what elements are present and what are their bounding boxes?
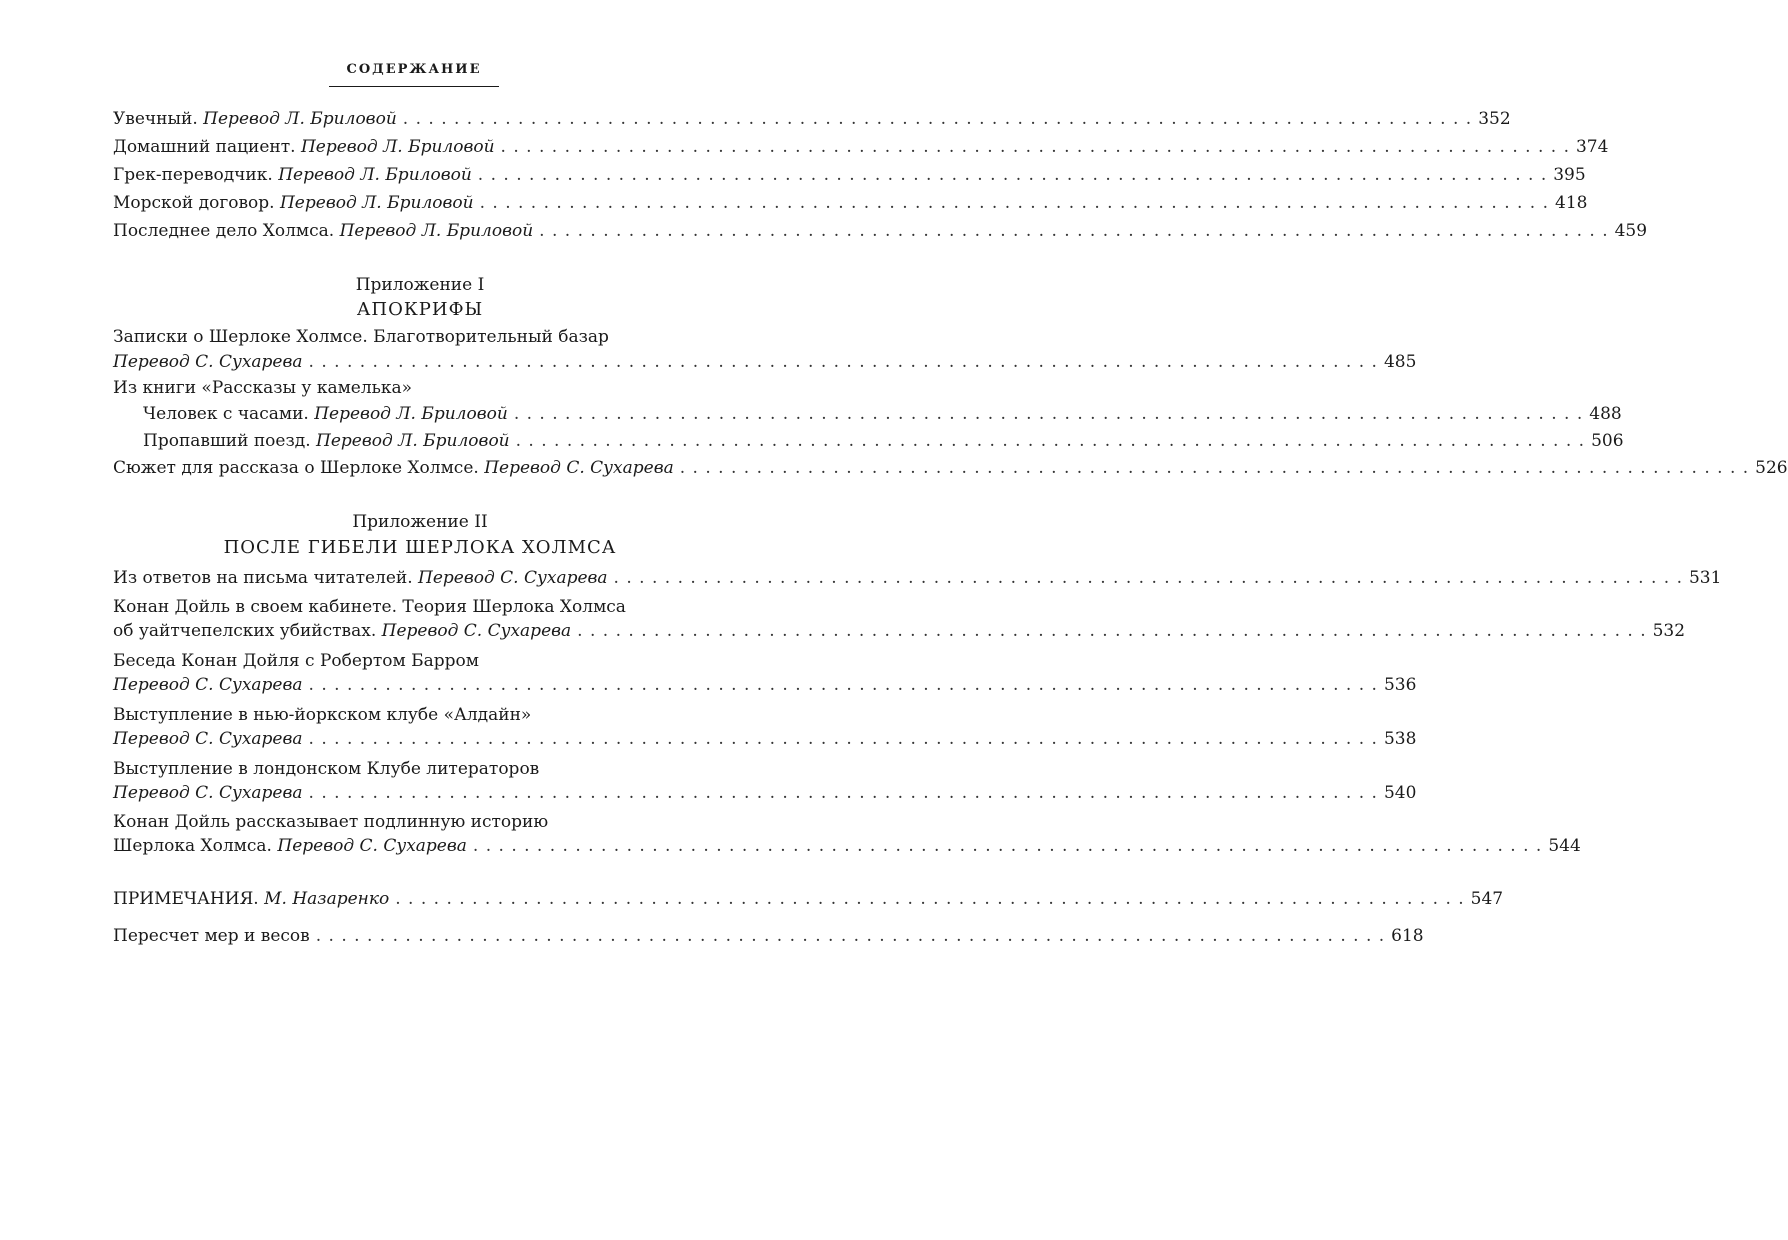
dot-leader: . . . . . . . . . . . . . . . . . . . . . . . . . . . . . . . . . . . . . . . . . . . . . . . . . . . . . . . . . . . . . . . . . . . . . . . . . . . . . . . . . . . . <box>500 137 1570 157</box>
entry-title: Грек-переводчик. <box>113 165 273 185</box>
toc-entry[interactable] <box>113 833 1581 860</box>
entry-translator: Перевод С. Сухарева <box>418 568 608 588</box>
entry-translator: Перевод Л. Бриловой <box>203 109 397 129</box>
toc-entry[interactable] <box>113 162 1586 189</box>
dot-leader: . . . . . . . . . . . . . . . . . . . . . . . . . . . . . . . . . . . . . . . . . . . . . . . . . . . . . . . . . . . . . . . . . . . . . . . . . . . . . . . . . . . . <box>577 621 1647 641</box>
toc-entry[interactable] <box>113 455 1788 482</box>
entry-title: Домашний пациент. <box>113 137 296 157</box>
entry-page: 547 <box>1470 889 1504 909</box>
entry-page: 538 <box>1383 729 1417 749</box>
toc-entry[interactable] <box>113 106 1511 133</box>
entry-translator: Перевод Л. Бриловой <box>279 193 474 213</box>
toc-entry[interactable] <box>113 618 1686 645</box>
toc-entry[interactable] <box>143 428 1624 455</box>
entry-translator: Перевод Л. Бриловой <box>314 404 508 424</box>
entry-page: 531 <box>1688 568 1722 588</box>
entry-title: Шерлока Холмса. <box>113 836 272 856</box>
entry-page: 618 <box>1391 926 1424 946</box>
dot-leader: . . . . . . . . . . . . . . . . . . . . . . . . . . . . . . . . . . . . . . . . . . . . . . . . . . . . . . . . . . . . . . . . . . . . . . . . . . . . . . . . . . . . <box>308 352 1378 372</box>
entry-title-line: Конан Дойль рассказывает подлинную историю <box>113 812 549 832</box>
entry-page: 418 <box>1555 193 1588 213</box>
dot-leader: . . . . . . . . . . . . . . . . . . . . . . . . . . . . . . . . . . . . . . . . . . . . . . . . . . . . . . . . . . . . . . . . . . . . . . . . . . . . . . . . . . . . <box>539 221 1609 241</box>
entry-page: 488 <box>1589 404 1622 424</box>
entry-page: 485 <box>1383 352 1417 372</box>
toc-entry-measures[interactable] <box>113 923 1424 950</box>
entry-title: Увечный. <box>113 109 198 129</box>
dot-leader: . . . . . . . . . . . . . . . . . . . . . . . . . . . . . . . . . . . . . . . . . . . . . . . . . . . . . . . . . . . . . . . . . . . . . . . . . . . . . . . . . . . . <box>613 568 1683 588</box>
entry-page: 540 <box>1383 783 1417 803</box>
dot-leader: . . . . . . . . . . . . . . . . . . . . . . . . . . . . . . . . . . . . . . . . . . . . . . . . . . . . . . . . . . . . . . . . . . . . . . . . . . . . . . . . . . . . <box>472 836 1543 856</box>
toc-entry[interactable] <box>113 218 1648 245</box>
entry-page: 459 <box>1614 221 1648 241</box>
entry-translator: Перевод С. Сухарева <box>277 836 467 856</box>
dot-leader: . . . . . . . . . . . . . . . . . . . . . . . . . . . . . . . . . . . . . . . . . . . . . . . . . . . . . . . . . . . . . . . . . . . . . . . . . . . . . . . . . . . . <box>515 431 1586 451</box>
toc-entry[interactable] <box>113 780 1417 807</box>
dot-leader: . . . . . . . . . . . . . . . . . . . . . . . . . . . . . . . . . . . . . . . . . . . . . . . . . . . . . . . . . . . . . . . . . . . . . . . . . . . . . . . . . . . . <box>308 729 1378 749</box>
toc-entry[interactable] <box>143 401 1622 428</box>
running-head-rule <box>329 86 499 87</box>
group-title: Из книги «Рассказы у камелька» <box>113 378 413 398</box>
entry-page: 544 <box>1548 836 1581 856</box>
toc-entry[interactable] <box>113 726 1417 753</box>
entry-title-line: Беседа Конан Дойля с Робертом Барром <box>113 651 479 671</box>
toc-entry[interactable] <box>113 190 1588 217</box>
entry-translator: Перевод С. Сухарева <box>113 352 303 372</box>
entry-title-line: Выступление в лондонском Клубе литераторов <box>113 759 540 779</box>
dot-leader: . . . . . . . . . . . . . . . . . . . . . . . . . . . . . . . . . . . . . . . . . . . . . . . . . . . . . . . . . . . . . . . . . . . . . . . . . . . . . . . . . . . . <box>395 889 1465 909</box>
entry-translator: Перевод С. Сухарева <box>113 729 303 749</box>
appendix-title: АПОКРИФЫ <box>356 299 484 320</box>
appendix-label: Приложение I <box>355 275 485 295</box>
entry-page: 532 <box>1652 621 1686 641</box>
entry-translator: Перевод С. Сухарева <box>484 458 674 478</box>
dot-leader: . . . . . . . . . . . . . . . . . . . . . . . . . . . . . . . . . . . . . . . . . . . . . . . . . . . . . . . . . . . . . . . . . . . . . . . . . . . . . . . . . . . . <box>513 404 1584 424</box>
dot-leader: . . . . . . . . . . . . . . . . . . . . . . . . . . . . . . . . . . . . . . . . . . . . . . . . . . . . . . . . . . . . . . . . . . . . . . . . . . . . . . . . . . . . <box>402 109 1473 129</box>
toc-entry[interactable] <box>113 565 1722 592</box>
entry-translator: Перевод Л. Бриловой <box>316 431 510 451</box>
entry-page: 352 <box>1478 109 1511 129</box>
entry-translator: Перевод С. Сухарева <box>113 783 303 803</box>
dot-leader: . . . . . . . . . . . . . . . . . . . . . . . . . . . . . . . . . . . . . . . . . . . . . . . . . . . . . . . . . . . . . . . . . . . . . . . . . . . . . . . . . . . . <box>479 193 1550 213</box>
entry-page: 536 <box>1383 675 1417 695</box>
entry-title: Человек с часами. <box>143 404 309 424</box>
entry-translator: Перевод Л. Бриловой <box>278 165 472 185</box>
entry-page: 374 <box>1575 137 1609 157</box>
entry-page: 526 <box>1755 458 1788 478</box>
entry-page: 395 <box>1553 165 1586 185</box>
appendix-label: Приложение II <box>352 512 488 532</box>
dot-leader: . . . . . . . . . . . . . . . . . . . . . . . . . . . . . . . . . . . . . . . . . . . . . . . . . . . . . . . . . . . . . . . . . . . . . . . . . . . . . . . . . . . . <box>477 165 1548 185</box>
toc-entry[interactable] <box>113 672 1417 699</box>
dot-leader: . . . . . . . . . . . . . . . . . . . . . . . . . . . . . . . . . . . . . . . . . . . . . . . . . . . . . . . . . . . . . . . . . . . . . . . . . . . . . . . . . . . . <box>308 675 1378 695</box>
dot-leader: . . . . . . . . . . . . . . . . . . . . . . . . . . . . . . . . . . . . . . . . . . . . . . . . . . . . . . . . . . . . . . . . . . . . . . . . . . . . . . . . . . . . <box>315 926 1386 946</box>
entry-title: ПРИМЕЧАНИЯ. <box>113 889 259 909</box>
appendix-title: ПОСЛЕ ГИБЕЛИ ШЕРЛОКА ХОЛМСА <box>223 537 617 558</box>
entry-title-line: Выступление в нью-йоркском клубе «Алдайн» <box>113 705 532 725</box>
entry-author: М. Назаренко <box>264 889 390 909</box>
entry-translator: Перевод Л. Бриловой <box>300 137 495 157</box>
entry-title: Пересчет мер и весов <box>113 926 310 946</box>
entry-title-line: Записки о Шерлоке Холмсе. Благотворительный базар <box>113 327 609 347</box>
entry-title-line: Конан Дойль в своем кабинете. Теория Шерлока Холмса <box>113 597 626 617</box>
dot-leader: . . . . . . . . . . . . . . . . . . . . . . . . . . . . . . . . . . . . . . . . . . . . . . . . . . . . . . . . . . . . . . . . . . . . . . . . . . . . . . . . . . . . <box>679 458 1750 478</box>
toc-entry-notes[interactable] <box>113 886 1504 913</box>
entry-title: Сюжет для рассказа о Шерлоке Холмсе. <box>113 458 479 478</box>
entry-title: Последнее дело Холмса. <box>113 221 335 241</box>
toc-entry[interactable] <box>113 134 1609 161</box>
entry-translator: Перевод С. Сухарева <box>381 621 572 641</box>
entry-translator: Перевод С. Сухарева <box>113 675 303 695</box>
entry-title: Пропавший поезд. <box>143 431 311 451</box>
entry-title: Морской договор. <box>113 193 275 213</box>
entry-translator: Перевод Л. Бриловой <box>339 221 534 241</box>
dot-leader: . . . . . . . . . . . . . . . . . . . . . . . . . . . . . . . . . . . . . . . . . . . . . . . . . . . . . . . . . . . . . . . . . . . . . . . . . . . . . . . . . . . . <box>308 783 1378 803</box>
entry-title: Из ответов на письма читателей. <box>113 568 413 588</box>
toc-entry[interactable] <box>113 349 1417 376</box>
entry-title: об уайтчепелских убийствах. <box>113 621 377 641</box>
running-head: СОДЕРЖАНИЕ <box>346 62 482 77</box>
entry-page: 506 <box>1591 431 1624 451</box>
